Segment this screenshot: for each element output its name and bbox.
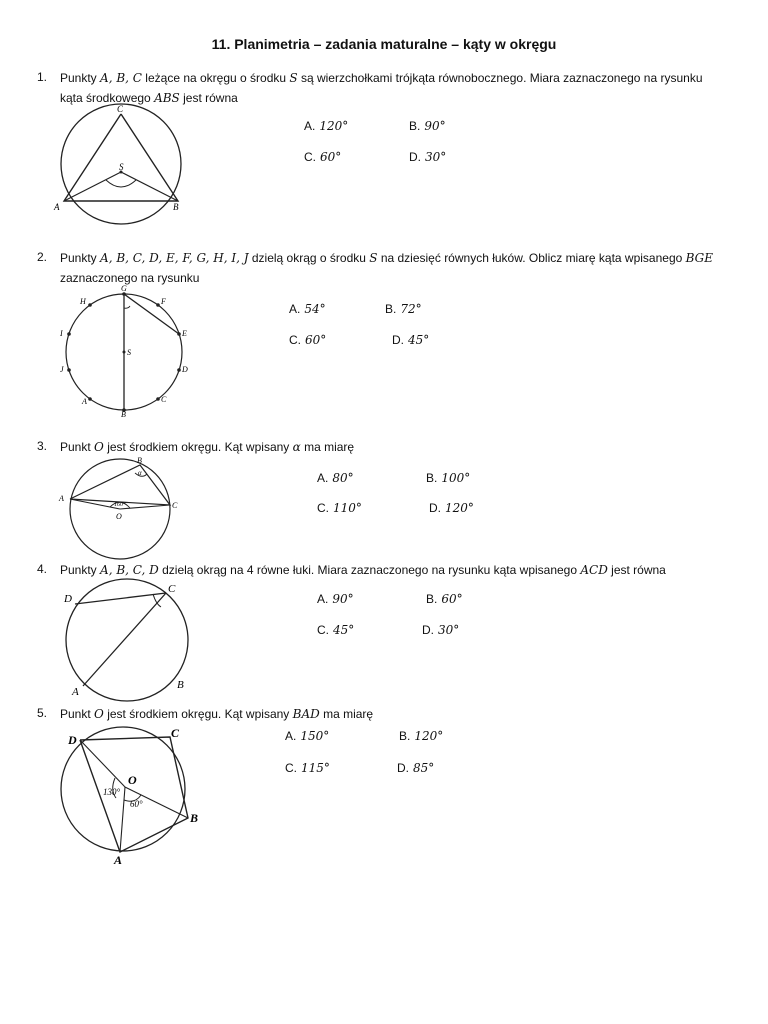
answer-b: B. 60° xyxy=(426,592,463,606)
label-c: C xyxy=(168,583,176,595)
angle-160: 160° xyxy=(114,502,126,508)
angle-60: 60° xyxy=(130,799,143,809)
answer-c: C. 60° xyxy=(304,150,342,164)
text-segment: dzielą okrąg na 4 równe łuki. Miara zaznaczonego na rysunku kąta wpisanego xyxy=(158,563,581,577)
label-d: D xyxy=(182,365,188,374)
math-segment: A, B, C, D, E, F, G, H, I, J xyxy=(100,251,249,265)
answer-a: A. 90° xyxy=(317,592,354,606)
label-d: D xyxy=(68,733,77,747)
math-segment: ABS xyxy=(154,91,180,105)
text-segment: Punkty xyxy=(60,251,101,265)
label-b: B xyxy=(190,811,199,825)
label-d: D xyxy=(64,593,72,605)
answer-a: A. 80° xyxy=(317,471,354,485)
answer-d: D. 85° xyxy=(397,761,435,775)
label-i: I xyxy=(60,329,63,338)
text-segment: są wierzchołkami trójkąta równobocznego. Miara zaznaczonego na rysunku kąta środkowego xyxy=(60,71,703,105)
math-segment: O xyxy=(94,440,104,454)
text-segment: jest środkiem okręgu. Kąt wpisany xyxy=(103,440,293,454)
answer-b: B. 100° xyxy=(426,471,471,485)
label-f: F xyxy=(161,297,166,306)
text-segment: Punkt xyxy=(60,707,95,721)
answer-d: D. 30° xyxy=(409,150,447,164)
task-text xyxy=(60,248,720,288)
label-a: A xyxy=(114,853,123,867)
label-a: A xyxy=(72,686,79,698)
label-h: H xyxy=(80,297,86,306)
angle-130: 130° xyxy=(103,787,121,797)
math-segment: BGE xyxy=(685,251,714,265)
answer-d: D. 45° xyxy=(392,333,430,347)
math-segment: A, B, C, D xyxy=(100,563,159,577)
text-segment: ma miarę xyxy=(300,440,355,454)
math-segment: α xyxy=(292,440,301,454)
math-segment: BAD xyxy=(292,707,320,721)
label-e: E xyxy=(182,329,187,338)
text-segment: Punkty xyxy=(60,71,101,85)
label-o: O xyxy=(116,512,122,521)
label-a: A xyxy=(54,202,60,212)
label-alpha: α xyxy=(138,469,142,477)
math-segment: A, B, C xyxy=(100,71,142,85)
text-segment: Punkt xyxy=(60,440,95,454)
math-segment: O xyxy=(94,707,104,721)
label-c: C xyxy=(171,726,180,740)
task-number: 4. xyxy=(37,562,48,576)
text-segment: leżące na okręgu o środku xyxy=(141,71,290,85)
label-c: C xyxy=(161,395,167,404)
answer-b: B. 90° xyxy=(409,119,446,133)
label-s: S xyxy=(127,348,131,357)
text-segment: jest środkiem okręgu. Kąt wpisany xyxy=(103,707,293,721)
figure-3 xyxy=(56,453,186,561)
label-g: G xyxy=(121,284,127,293)
label-o: O xyxy=(128,773,137,787)
label-c: C xyxy=(117,104,124,114)
figure-4 xyxy=(58,580,208,700)
answer-b: B. 72° xyxy=(385,302,422,316)
figure-2 xyxy=(56,284,206,419)
label-b: B xyxy=(121,410,126,419)
task-text xyxy=(60,704,720,724)
text-segment: ma miarę xyxy=(319,707,374,721)
label-b: B xyxy=(177,679,184,691)
label-c: C xyxy=(172,501,178,510)
text-segment: jest równa xyxy=(607,563,666,577)
task-text xyxy=(60,560,720,580)
task-text xyxy=(60,68,720,108)
text-segment: zaznaczonego na rysunku xyxy=(60,271,200,285)
answer-c: C. 115° xyxy=(285,761,330,775)
task-number: 2. xyxy=(37,250,48,264)
label-s: S xyxy=(119,162,124,172)
task-number: 1. xyxy=(37,70,48,84)
answer-b: B. 120° xyxy=(399,729,444,743)
answer-d: D. 30° xyxy=(422,623,460,637)
label-j: J xyxy=(60,365,64,374)
answer-a: A. 54° xyxy=(289,302,326,316)
text-segment: jest równa xyxy=(179,91,238,105)
math-segment: S xyxy=(289,71,298,85)
text-segment: na dziesięć równych łuków. Oblicz miarę kąta wpisanego xyxy=(377,251,686,265)
figure-5 xyxy=(58,724,208,869)
answer-d: D. 120° xyxy=(429,501,474,515)
math-segment: S xyxy=(369,251,378,265)
task-number: 3. xyxy=(37,439,48,453)
answer-c: C. 45° xyxy=(317,623,355,637)
text-segment: Punkty xyxy=(60,563,101,577)
answer-c: C. 60° xyxy=(289,333,327,347)
answer-a: A. 120° xyxy=(304,119,349,133)
answer-c: C. 110° xyxy=(317,501,362,515)
task-number: 5. xyxy=(37,706,48,720)
figure-1 xyxy=(50,104,200,224)
label-b: B xyxy=(173,202,179,212)
page-title: 11. Planimetria – zadania maturalne – kąty w okręgu xyxy=(211,36,557,52)
label-b: B xyxy=(137,456,142,465)
math-segment: ACD xyxy=(580,563,608,577)
label-a: A xyxy=(82,397,87,406)
label-a: A xyxy=(59,494,64,503)
text-segment: dzielą okrąg o środku xyxy=(248,251,370,265)
answer-a: A. 150° xyxy=(285,729,330,743)
